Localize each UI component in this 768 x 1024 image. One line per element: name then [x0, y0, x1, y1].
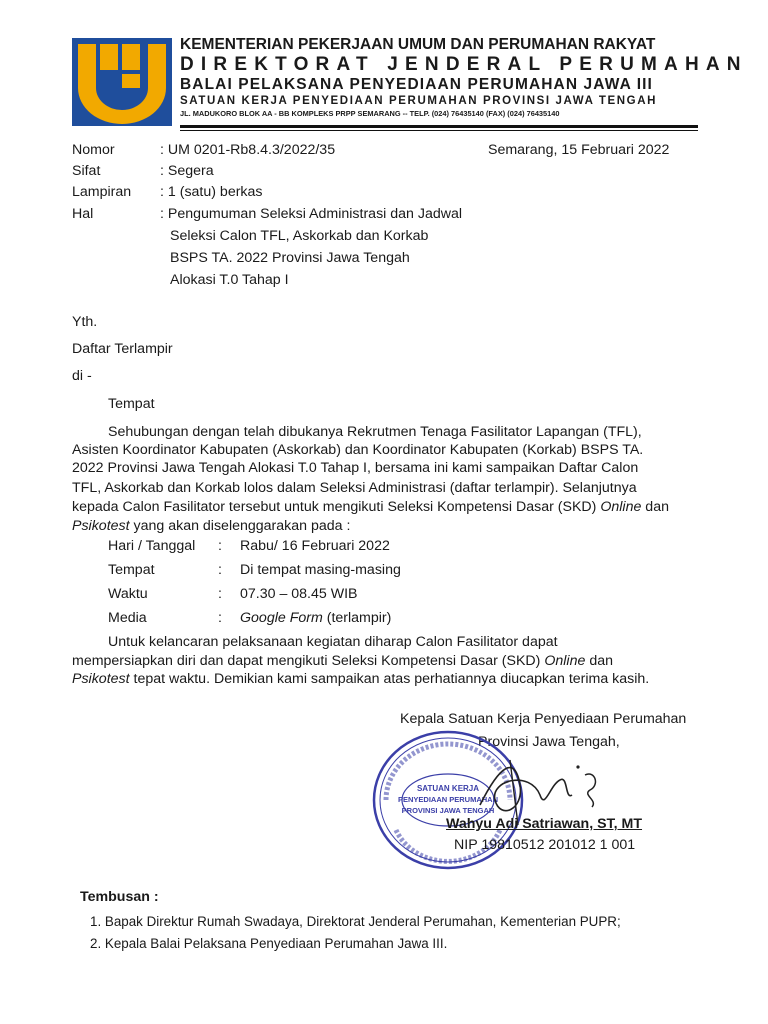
- closing-line-3: [72, 670, 649, 688]
- tembusan-heading: Tembusan :: [80, 889, 159, 905]
- body-line-5-italic: Online: [600, 499, 642, 515]
- place-date: Semarang, 15 Februari 2022: [488, 142, 670, 158]
- stamp-text-3: PROVINSI JAWA TENGAH: [401, 806, 495, 815]
- tembusan-item-2: 2. Kepala Balai Pelaksana Penyediaan Perumahan Jawa III.: [90, 936, 448, 951]
- body-line-2: Asisten Koordinator Kabupaten (Askorkab) dan Koordinator Kabupaten (Korkab) BSPS TA.: [72, 442, 644, 458]
- schedule-colon: :: [218, 538, 222, 554]
- closing-line-3-text: tepat waktu. Demikian kami sampaikan atas perhatiannya diucapkan terima kasih.: [129, 671, 650, 687]
- ministry-name: KEMENTERIAN PEKERJAAN UMUM DAN PERUMAHAN RAKYAT: [180, 36, 656, 53]
- hal-line-2: Seleksi Calon TFL, Askorkab dan Korkab: [170, 228, 429, 244]
- schedule-media-label: Media: [108, 610, 147, 626]
- directorate-name: DIREKTORAT JENDERAL PERUMAHAN: [180, 54, 748, 75]
- signer-name: Wahyu Adi Satriawan, ST, MT: [446, 816, 643, 832]
- schedule-waktu-label: Waktu: [108, 586, 148, 602]
- stamp-text-1: SATUAN KERJA: [416, 784, 480, 793]
- hal-line-3: BSPS TA. 2022 Provinsi Jawa Tengah: [170, 250, 410, 266]
- recipient-tempat: Tempat: [108, 396, 155, 412]
- signer-title-2: Provinsi Jawa Tengah,: [478, 734, 620, 750]
- pupr-logo: [72, 38, 172, 126]
- closing-line-2: [72, 652, 613, 670]
- closing-line-3-italic: Psikotest: [72, 671, 130, 687]
- balai-name: BALAI PELAKSANA PENYEDIAAN PERUMAHAN JAWA III: [180, 76, 653, 93]
- satker-name: SATUAN KERJA PENYEDIAAN PERUMAHAN PROVINSI JAWA TENGAH: [180, 95, 658, 107]
- schedule-waktu-value: 07.30 – 08.45 WIB: [240, 586, 358, 602]
- schedule-media-rest: (terlampir): [322, 610, 392, 626]
- body-line-5: [72, 498, 669, 516]
- closing-line-2-tail: dan: [585, 653, 613, 669]
- schedule-colon: :: [218, 610, 222, 626]
- signer-title-1: Kepala Satuan Kerja Penyediaan Perumahan: [400, 711, 687, 727]
- body-line-5-tail: dan: [641, 499, 669, 515]
- hal-line-4: Alokasi T.0 Tahap I: [170, 272, 289, 288]
- schedule-hari-label: Hari / Tanggal: [108, 538, 196, 554]
- body-line-3: 2022 Provinsi Jawa Tengah Alokasi T.0 Tahap I, bersama ini kami sampaikan Daftar Calon: [72, 460, 639, 476]
- schedule-colon: :: [218, 562, 222, 578]
- sifat-value: : Segera: [160, 163, 214, 179]
- hal-label: Hal: [72, 206, 94, 222]
- tembusan-item-1: 1. Bapak Direktur Rumah Swadaya, Direktorat Jenderal Perumahan, Kementerian PUPR;: [90, 914, 621, 929]
- schedule-colon: :: [218, 586, 222, 602]
- office-address: JL. MADUKORO BLOK AA - BB KOMPLEKS PRPP SEMARANG -- TELP. (024) 76435140 (FAX) (024) 76435140: [180, 109, 560, 118]
- nomor-value: : UM 0201-Rb8.4.3/2022/35: [160, 142, 336, 158]
- body-line-6-italic: Psikotest: [72, 518, 130, 534]
- letterhead-rule-thin: [180, 130, 698, 131]
- body-line-1: Sehubungan dengan telah dibukanya Rekrutmen Tenaga Fasilitator Lapangan (TFL),: [108, 424, 642, 440]
- recipient-yth: Yth.: [72, 314, 98, 330]
- lampiran-value: : 1 (satu) berkas: [160, 184, 263, 200]
- letterhead-rule-thick: [180, 125, 698, 128]
- closing-line-2-italic: Online: [544, 653, 586, 669]
- recipient-list: Daftar Terlampir: [72, 341, 173, 357]
- lampiran-label: Lampiran: [72, 184, 132, 200]
- recipient-di: di -: [72, 368, 92, 384]
- body-line-6-text: yang akan diselenggarakan pada :: [129, 518, 351, 534]
- schedule-hari-value: Rabu/ 16 Februari 2022: [240, 538, 390, 554]
- schedule-tempat-label: Tempat: [108, 562, 155, 578]
- nomor-label: Nomor: [72, 142, 115, 158]
- hal-line-1: : Pengumuman Seleksi Administrasi dan Jadwal: [160, 206, 463, 222]
- body-line-6: [72, 517, 350, 535]
- closing-line-1: Untuk kelancaran pelaksanaan kegiatan diharap Calon Fasilitator dapat: [108, 634, 558, 650]
- body-line-5-text: kepada Calon Fasilitator tersebut untuk mengikuti Seleksi Kompetensi Dasar (SKD): [72, 499, 601, 515]
- sifat-label: Sifat: [72, 163, 101, 179]
- stamp-text-2: PENYEDIAAN PERUMAHAN: [397, 795, 499, 804]
- signer-nip: NIP 19810512 201012 1 001: [454, 837, 636, 853]
- schedule-media-italic: Google Form: [240, 610, 323, 626]
- body-line-4: TFL, Askorkab dan Korkab lolos dalam Seleksi Administrasi (daftar terlampir). Selanjutnya: [72, 480, 637, 496]
- letterhead: [180, 36, 748, 119]
- closing-line-2-text: mempersiapkan diri dan dapat mengikuti Seleksi Kompetensi Dasar (SKD): [72, 653, 545, 669]
- schedule-tempat-value: Di tempat masing-masing: [240, 562, 401, 578]
- schedule-media-value: [240, 609, 391, 627]
